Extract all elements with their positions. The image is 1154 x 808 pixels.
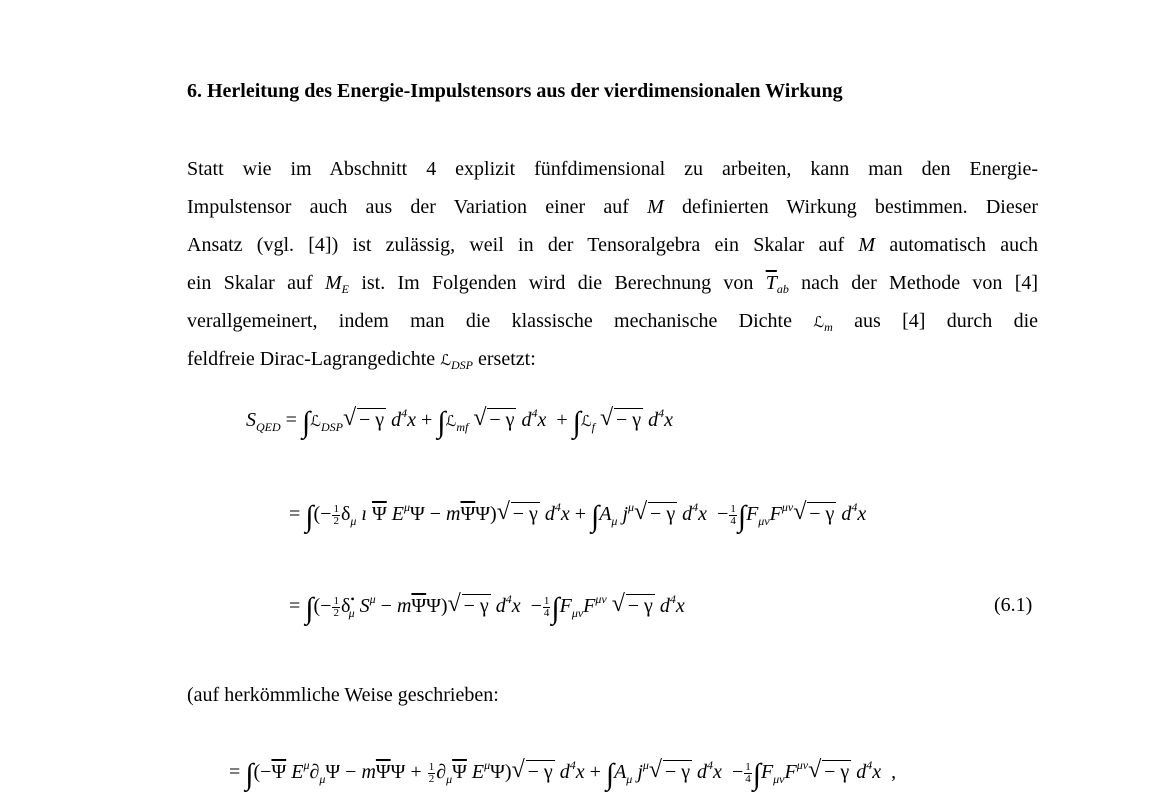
body-paragraph bbox=[187, 150, 1038, 378]
paragraph-line-6: feldfreie Dirac-Lagrangedichte ℒ$_{DSP}$ ersetzt: bbox=[187, 348, 536, 372]
paragraph-line-1: Statt wie im Abschnitt 4 explizit fünfdimensional zu arbeiten, kann man den Energie- bbox=[187, 158, 1038, 180]
equation-line-4: = $\int(-\overline{\Psi}$ $E^\mu\partial_\mu\Psi - m\overline{\Psi}\Psi$ + $\frac{1}{2}$ $\partial_\mu\overline{\Psi}$ $E^\mu\Psi$) √ − γ $d^4x + \int A_\mu$ $j^\mu$ √ − γ $d^4x$ − $\frac{1}{4}$ $\int F_{\mu\nu}F^{\mu\nu}$ √ − γ $d^4x$ , bbox=[229, 758, 896, 792]
equation-number: (6.1) bbox=[994, 594, 1033, 616]
paragraph-line-5: verallgemeinert, indem man die klassische mechanische Dichte ℒ$_m$ aus [4] durch die bbox=[187, 310, 1039, 334]
paragraph-line-2: Impulstensor auch aus der Variation einer auf M definierten Wirkung bestimmen. Dieser bbox=[187, 196, 1039, 218]
paragraph-line-3: Ansatz (vgl. [4]) ist zulässig, weil in der Tensoralgebra ein Skalar auf M automatisch auch bbox=[187, 234, 1038, 256]
equation-line-1: $S_{QED}$ = ∫ℒ$_{DSP}$ √ − γ $d^4x$ + ∫ℒ$_{mf}$ √ − γ $d^4x$ + ∫ℒ$_f$ √ − γ $d^4x$ bbox=[246, 406, 673, 440]
equation-line-3: = ∫(− $\frac{1}{2}$ $\delta^•_\mu$ $S^\mu - m\overline{\Psi}\Psi$) √ − γ $d^4x$ − $\frac{1}{4}$ $\int F_{\mu\nu}F^{\mu\nu}$ √ − γ $d^4x$ bbox=[289, 592, 685, 626]
section-heading: 6. Herleitung des Energie-Impulstensors aus der vierdimensionalen Wirkung bbox=[187, 80, 843, 102]
paragraph-line-4: ein Skalar auf $M_E$ ist. Im Folgenden wird die Berechnung von $\overline{T}_{ab}$ nach der Methode von [4] bbox=[187, 272, 1039, 296]
note-text: (auf herkömmliche Weise geschrieben: bbox=[187, 684, 499, 706]
equation-line-2: = ∫(− $\frac{1}{2}$ $\delta_\mu$ ı $\overline{\Psi}$ $E^\mu\Psi - m\overline{\Psi}\Psi$) √ − γ $d^4x + \int A_\mu$ $j^\mu$ √ − γ $d^4x$ − $\frac{1}{4}$ $\int F_{\mu\nu}F^{\mu\nu}$ √ − γ $d^4x$ bbox=[289, 500, 866, 534]
